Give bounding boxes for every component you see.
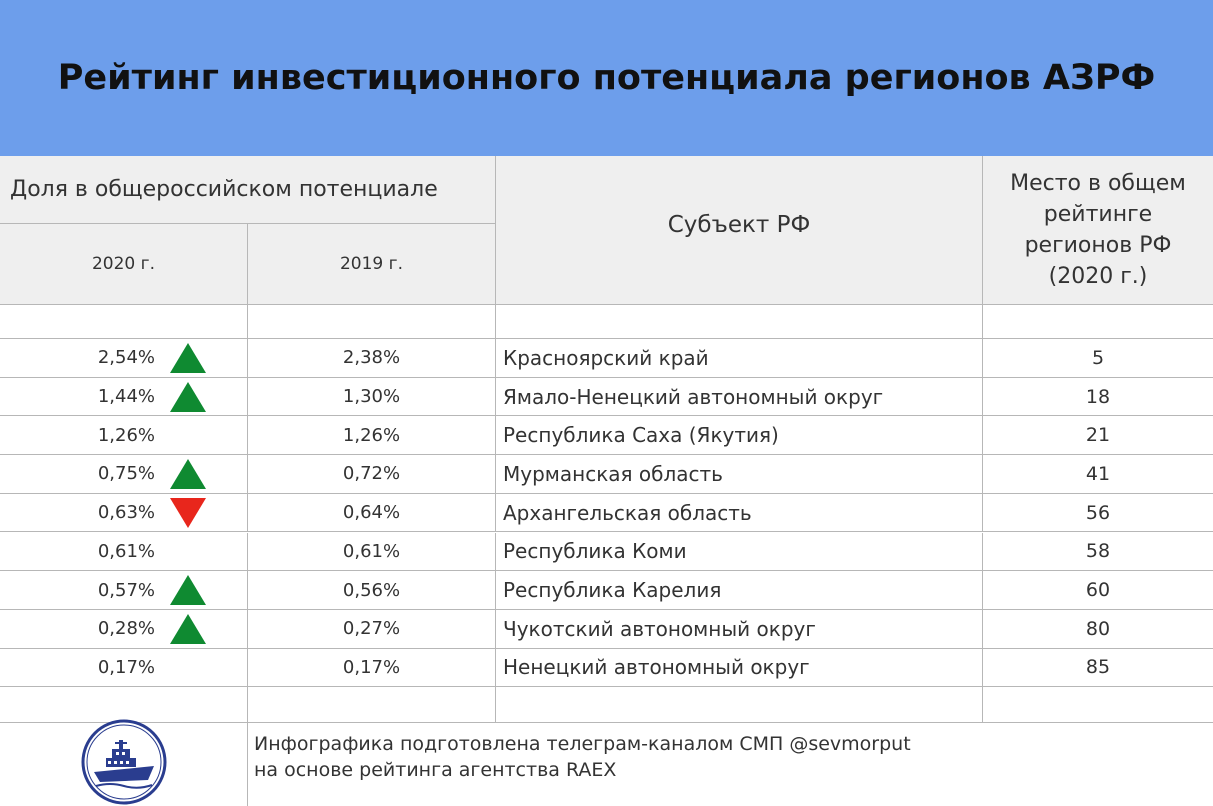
cell-share-2020: [0, 494, 248, 533]
cell-rank: [983, 378, 1213, 417]
share-2020-value: 1,26%: [97, 424, 155, 446]
cell-share-2020: [0, 339, 248, 378]
trend-up-icon: [170, 459, 206, 489]
credits-text: [254, 731, 911, 783]
credits-line: на основе рейтинга агентства RAEX: [254, 758, 617, 781]
subject-name: Чукотский автономный округ: [503, 616, 816, 641]
trend-up-icon: [170, 575, 206, 605]
cell-share-2019: [248, 378, 496, 417]
share-2020-value: 0,28%: [97, 618, 155, 640]
cell-share-2019: [248, 416, 496, 455]
rank-value: 85: [1085, 656, 1111, 679]
header-share-label: Доля в общероссийском потенциале: [10, 177, 438, 202]
rank-value: 80: [1085, 617, 1111, 640]
header-year-2019-label: 2019 г.: [339, 254, 403, 274]
cell-share-2020: [0, 416, 248, 455]
cell-rank: [983, 339, 1213, 378]
cell-share-2020: [0, 649, 248, 688]
rank-value: 41: [1085, 462, 1111, 485]
cell-share-2019: [248, 610, 496, 649]
subject-name: Мурманская область: [503, 461, 723, 486]
cell-share-2019: [248, 339, 496, 378]
rank-value: 58: [1085, 540, 1111, 563]
cell-rank: [983, 571, 1213, 610]
cell-share-2019: [248, 533, 496, 572]
empty-cell: [0, 305, 248, 339]
share-2019-value: 0,56%: [342, 579, 401, 601]
rank-value: 56: [1085, 501, 1111, 524]
cell-subject: [496, 533, 983, 572]
credits: [248, 717, 1213, 806]
subject-name: Ненецкий автономный округ: [503, 655, 810, 680]
header-place-line: (2020 г.): [1048, 264, 1148, 289]
share-2019-value: 0,17%: [342, 656, 401, 678]
cell-rank: [983, 416, 1213, 455]
rank-value: 18: [1085, 385, 1111, 408]
share-2020-value: 0,17%: [97, 656, 155, 678]
cell-rank: [983, 649, 1213, 688]
cell-rank: [983, 455, 1213, 494]
empty-cell: [983, 305, 1213, 339]
cell-rank: [983, 494, 1213, 533]
cell-share-2019: [248, 571, 496, 610]
rank-value: 60: [1085, 579, 1111, 602]
trend-up-icon: [170, 382, 206, 412]
share-2020-value: 0,61%: [97, 540, 155, 562]
subject-name: Республика Саха (Якутия): [503, 423, 779, 448]
cell-subject: [496, 649, 983, 688]
cell-share-2019: [248, 455, 496, 494]
cell-subject: [496, 455, 983, 494]
empty-cell: [248, 305, 496, 339]
subject-name: Ямало-Ненецкий автономный округ: [503, 384, 884, 409]
header-share: [0, 156, 496, 224]
header-year-2020-label: 2020 г.: [91, 254, 155, 274]
cell-share-2020: [0, 533, 248, 572]
subject-name: Республика Карелия: [503, 578, 722, 603]
header-year-2019: [248, 224, 496, 305]
cell-subject: [496, 378, 983, 417]
trend-up-icon: [170, 343, 206, 373]
logo-cell: [0, 717, 248, 806]
share-2020-value: 1,44%: [97, 386, 155, 408]
cell-rank: [983, 533, 1213, 572]
share-2019-value: 0,61%: [342, 540, 401, 562]
share-2019-value: 0,64%: [342, 502, 401, 524]
share-2019-value: 0,72%: [342, 463, 401, 485]
subject-name: Красноярский край: [503, 345, 709, 370]
cell-share-2020: [0, 610, 248, 649]
share-2019-value: 1,30%: [342, 386, 401, 408]
header-subject-label: Субъект РФ: [667, 212, 811, 238]
header-subject: [496, 156, 983, 305]
cell-share-2020: [0, 378, 248, 417]
share-2019-value: 2,38%: [342, 347, 401, 369]
title-banner: [0, 0, 1213, 156]
empty-cell: [496, 305, 983, 339]
cell-subject: [496, 610, 983, 649]
header-place-label: [1010, 168, 1186, 292]
cell-subject: [496, 571, 983, 610]
trend-down-icon: [170, 498, 206, 528]
rank-value: 5: [1091, 346, 1105, 369]
cell-rank: [983, 610, 1213, 649]
share-2020-value: 0,57%: [97, 579, 155, 601]
cell-subject: [496, 339, 983, 378]
header-place-line: Место в общем: [1010, 171, 1186, 196]
subject-name: Республика Коми: [503, 539, 687, 564]
subject-name: Архангельская область: [503, 500, 752, 525]
header-place-line: регионов РФ: [1024, 233, 1172, 258]
rank-value: 21: [1085, 424, 1111, 447]
cell-subject: [496, 494, 983, 533]
share-2019-value: 1,26%: [342, 424, 401, 446]
header-year-2020: [0, 224, 248, 305]
cell-share-2019: [248, 494, 496, 533]
page-title: Рейтинг инвестиционного потенциала регионов АЗРФ: [57, 58, 1156, 98]
cell-share-2020: [0, 571, 248, 610]
share-2019-value: 0,27%: [342, 618, 401, 640]
share-2020-value: 2,54%: [97, 347, 155, 369]
header-place-line: рейтинге: [1043, 202, 1153, 227]
cell-subject: [496, 416, 983, 455]
icebreaker-logo-icon: [80, 718, 168, 806]
cell-share-2020: [0, 455, 248, 494]
header-place: [983, 156, 1213, 305]
trend-up-icon: [170, 614, 206, 644]
share-2020-value: 0,75%: [97, 463, 155, 485]
cell-share-2019: [248, 649, 496, 688]
credits-line: Инфографика подготовлена телеграм-каналом СМП @sevmorput: [254, 732, 911, 755]
share-2020-value: 0,63%: [97, 502, 155, 524]
